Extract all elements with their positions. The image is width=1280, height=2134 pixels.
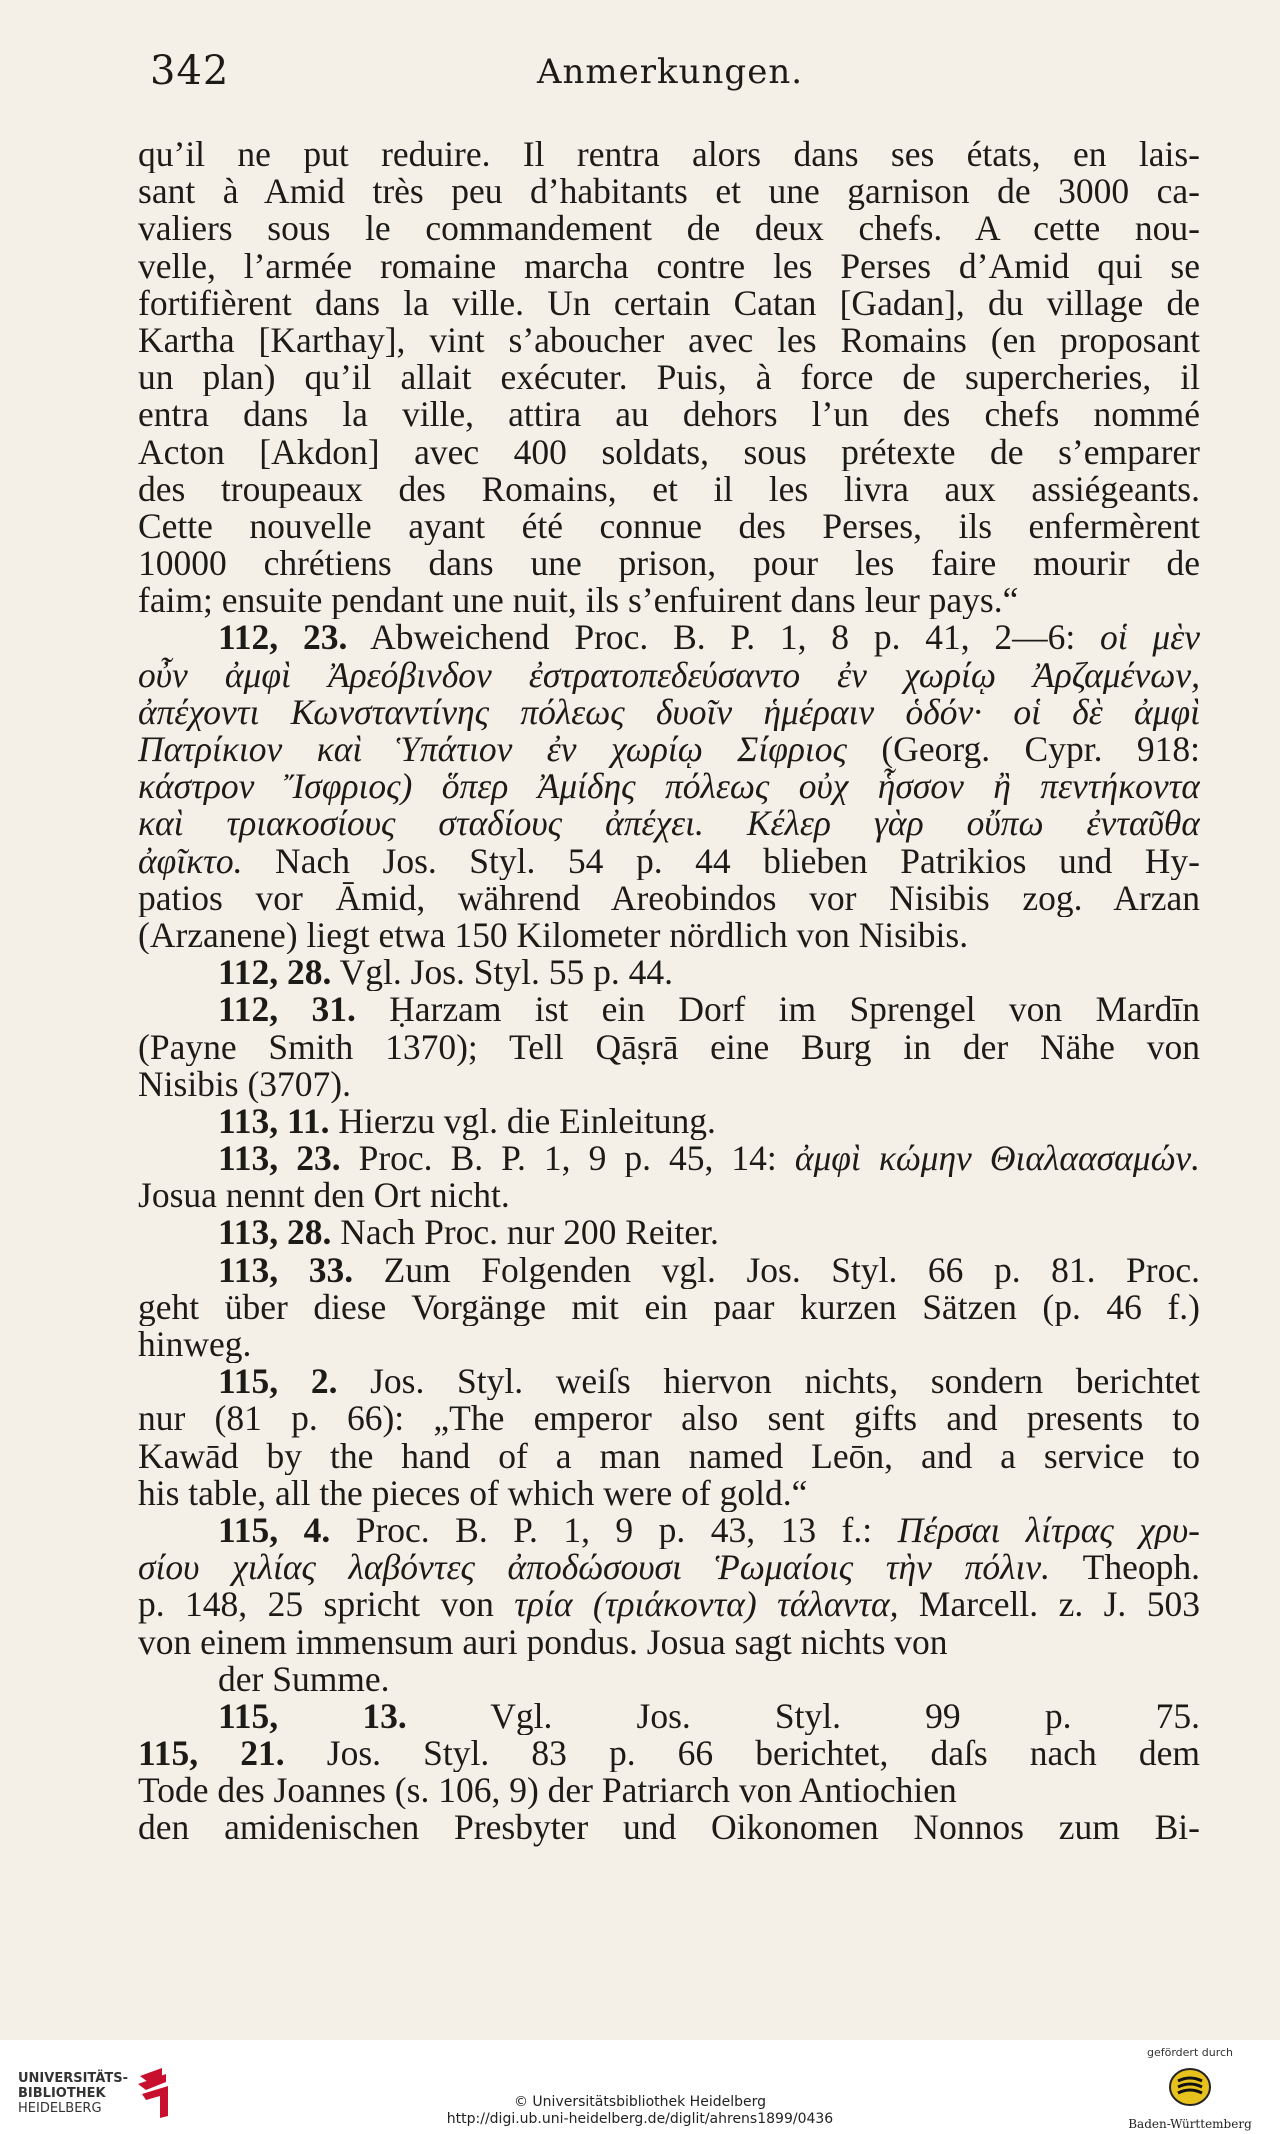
text-segment: Hierzu vgl. die Einleitung.: [329, 1102, 716, 1141]
text-line: [138, 880, 1200, 917]
text-line: [138, 545, 1200, 582]
text-line: [138, 1809, 1200, 1846]
copyright-text: © Universitätsbibliothek Heidelberg: [513, 2094, 766, 2110]
running-title: Anmerkungen.: [536, 52, 804, 92]
text-segment: geht über diese Vorgänge mit ein paar kurzen Sätzen (p. 46 f.): [138, 1288, 1200, 1326]
note-reference: 113, 33.: [218, 1251, 354, 1289]
note-reference: 112, 23.: [218, 619, 348, 657]
library-name-line: UNIVERSITÄTS-: [18, 2070, 128, 2086]
text-segment: Jos. Styl. weiſs hiervon nichts, sondern berichtet: [337, 1363, 1200, 1401]
copyright-block: [0, 2094, 1280, 2128]
library-name-line: BIBLIOTHEK: [18, 2085, 106, 2101]
text-line: [138, 1029, 1200, 1066]
text-line: [138, 1326, 1200, 1363]
text-segment: fortifièrent dans la ville. Un certain Catan [Gadan], du village de: [138, 284, 1200, 322]
text-line: [138, 1289, 1200, 1326]
note-reference: 115, 13.: [218, 1697, 407, 1736]
note-reference: 115, 21.: [138, 1735, 285, 1773]
text-line: [138, 359, 1200, 396]
text-segment: Proc. B. P. 1, 9 p. 43, 13 f.:: [330, 1511, 898, 1550]
greek-quotation: τρία (τριάκοντα) τάλαντα,: [514, 1586, 899, 1624]
text-line: [138, 954, 1200, 991]
text-segment: faim; ensuite pendant une nuit, ils s’enfuirent dans leur pays.“: [138, 582, 1019, 620]
text-segment: patios vor Āmid, während Areobindos vor Nisibis zog. Arzan: [138, 879, 1200, 917]
greek-quotation: κάστρον Ἴσφριος) ὅπερ Ἀμίδης πόλεως οὐχ ἧσσον ἢ πεντήκοντα: [138, 768, 1200, 806]
greek-quotation: Πατρίκιον καὶ Ὑπάτιον ἐν χωρίῳ Σίφριος: [138, 731, 847, 769]
text-line: [138, 731, 1200, 768]
text-line: [138, 582, 1200, 619]
text-line: [138, 1438, 1200, 1475]
text-segment: der Summe.: [218, 1660, 390, 1698]
text-segment: 10000 chrétiens dans une prison, pour les faire mourir de: [138, 545, 1200, 583]
text-segment: Vgl. Jos. Styl. 99 p. 75.: [406, 1697, 1200, 1736]
funder-block: [1120, 2046, 1260, 2131]
body-text: [138, 136, 1200, 1847]
text-line: [138, 1103, 1200, 1140]
text-segment: sant à Amid très peu d’habitants et une garnison de 3000 ca-: [138, 173, 1200, 211]
greek-quotation: οἱ μὲν: [1100, 619, 1200, 657]
text-segment: Nach Proc. nur 200 Reiter.: [331, 1214, 719, 1252]
text-line: [138, 1066, 1200, 1103]
text-line: [138, 657, 1200, 694]
text-line: [138, 285, 1200, 322]
text-line: [138, 1475, 1200, 1512]
text-line: [138, 508, 1200, 545]
page-number: 342: [150, 48, 230, 94]
text-line: [138, 991, 1200, 1028]
note-reference: 112, 31.: [218, 991, 356, 1029]
text-line: [138, 248, 1200, 285]
text-segment: (Payne Smith 1370); Tell Qāṣrā eine Burg in der Nähe von: [138, 1028, 1200, 1066]
text-segment: Ḥarzam ist ein Dorf im Sprengel von Mardīn: [355, 991, 1200, 1029]
text-segment: nur (81 p. 66): „The emperor also sent gifts and presents to: [138, 1400, 1200, 1438]
text-segment: Josua nennt den Ort nicht.: [138, 1177, 510, 1215]
funder-name: Baden-Württemberg: [1128, 2117, 1252, 2131]
text-line: [138, 1661, 1200, 1698]
text-segment: Tode des Joannes (s. 106, 9) der Patriarch von Antiochien: [138, 1772, 957, 1810]
text-segment: hinweg.: [138, 1326, 252, 1364]
text-segment: Vgl. Jos. Styl. 55 p. 44.: [331, 954, 674, 992]
text-segment: Kawād by the hand of a man named Leōn, and a service to: [138, 1437, 1200, 1475]
greek-quotation: καὶ τριακοσίους σταδίους ἀπέχει. Κέλερ γὰρ οὔπω ἐνταῦθα: [138, 805, 1200, 843]
text-segment: Nisibis (3707).: [138, 1065, 351, 1103]
text-line: [138, 768, 1200, 805]
library-name-line: HEIDELBERG: [18, 2100, 102, 2116]
text-segment: (Georg. Cypr. 918:: [846, 731, 1200, 769]
text-line: [138, 1177, 1200, 1214]
text-line: [138, 843, 1200, 880]
text-segment: des troupeaux des Romains, et il les livra aux assiégeants.: [138, 470, 1200, 508]
text-line: [138, 322, 1200, 359]
greek-quotation: σίου χιλίας λαβόντες ἀποδώσουσι Ῥωμαίοις τὴν πόλιν.: [138, 1549, 1050, 1587]
text-segment: Proc. B. P. 1, 9 p. 45, 14:: [340, 1140, 795, 1178]
greek-quotation: Πέρσαι λίτρας χρυ-: [897, 1511, 1200, 1550]
text-segment: von einem immensum auri pondus. Josua sagt nichts von: [138, 1623, 948, 1661]
text-line: [138, 434, 1200, 471]
text-line: [138, 1400, 1200, 1437]
note-reference: 115, 4.: [218, 1511, 331, 1550]
text-segment: velle, l’armée romaine marcha contre les Perses d’Amid qui se: [138, 247, 1200, 285]
note-reference: 115, 2.: [218, 1363, 338, 1401]
text-line: [138, 619, 1200, 656]
greek-quotation: ἀμφὶ κώμην Θιαλαασαμών.: [794, 1140, 1200, 1178]
text-segment: Abweichend Proc. B. P. 1, 8 p. 41, 2—6:: [347, 619, 1101, 657]
text-segment: un plan) qu’il allait exécuter. Puis, à force de supercheries, il: [138, 359, 1200, 397]
text-segment: Marcell. z. J. 503: [898, 1586, 1200, 1624]
text-segment: (Arzanene) liegt etwa 150 Kilometer nördlich von Nisibis.: [138, 916, 969, 955]
text-line: [138, 1772, 1200, 1809]
text-segment: Kartha [Karthay], vint s’aboucher avec les Romains (en proposant: [138, 321, 1200, 360]
text-segment: Acton [Akdon] avec 400 soldats, sous prétexte de s’emparer: [138, 433, 1200, 471]
text-segment: Jos. Styl. 83 p. 66 berichtet, daſs nach dem: [284, 1735, 1200, 1773]
page-header: [150, 48, 1190, 108]
text-line: [138, 917, 1200, 954]
state-coat-of-arms-icon: [1168, 2065, 1212, 2109]
greek-quotation: οὖν ἀμφὶ Ἀρεόβινδον ἐστρατοπεδεύσαντο ἐν χωρίῳ Ἀρζαμένων,: [138, 656, 1200, 694]
text-line: [138, 694, 1200, 731]
text-line: [138, 805, 1200, 842]
text-segment: his table, all the pieces of which were of gold.“: [138, 1474, 808, 1512]
note-reference: 113, 11.: [218, 1102, 330, 1141]
text-line: [138, 1363, 1200, 1400]
note-reference: 113, 28.: [218, 1214, 332, 1252]
text-line: [138, 1624, 1200, 1661]
text-segment: qu’il ne put reduire. Il rentra alors dans ses états, en lais-: [138, 136, 1200, 174]
text-line: [138, 210, 1200, 247]
text-line: [138, 136, 1200, 173]
text-segment: Zum Folgenden vgl. Jos. Styl. 66 p. 81. Proc.: [353, 1251, 1200, 1289]
text-segment: entra dans la ville, attira au dehors l’un des chefs nommé: [138, 396, 1200, 434]
text-segment: p. 148, 25 spricht von: [138, 1586, 515, 1624]
note-reference: 113, 23.: [218, 1140, 341, 1178]
text-line: [138, 1252, 1200, 1289]
text-line: [138, 1735, 1200, 1772]
note-reference: 112, 28.: [218, 954, 332, 992]
text-line: [138, 396, 1200, 433]
text-line: [138, 1698, 1200, 1735]
permalink-url[interactable]: http://digi.ub.uni-heidelberg.de/diglit/ahrens1899/0436: [446, 2111, 834, 2127]
text-segment: den amidenischen Presbyter und Oikonomen Nonnos zum Bi-: [138, 1809, 1200, 1847]
greek-quotation: ἀπέχοντι Κωνσταντίνης πόλεως δυοῖν ἡμέραιν ὁδόν· οἱ δὲ ἀμφὶ: [138, 693, 1200, 731]
text-line: [138, 1140, 1200, 1177]
text-segment: Theoph.: [1049, 1549, 1200, 1587]
text-line: [138, 1214, 1200, 1251]
text-line: [138, 471, 1200, 508]
text-segment: Cette nouvelle ayant été connue des Perses, ils enfermèrent: [138, 507, 1200, 546]
text-line: [138, 1586, 1200, 1623]
text-line: [138, 1512, 1200, 1549]
text-line: [138, 1549, 1200, 1586]
text-line: [138, 173, 1200, 210]
text-segment: valiers sous le commandement de deux chefs. A cette nou-: [138, 210, 1200, 248]
funder-note: gefördert durch: [1146, 2046, 1234, 2059]
greek-quotation: ἀφῖκτο.: [138, 842, 243, 880]
text-segment: Nach Jos. Styl. 54 p. 44 blieben Patrikios und Hy-: [242, 842, 1200, 880]
